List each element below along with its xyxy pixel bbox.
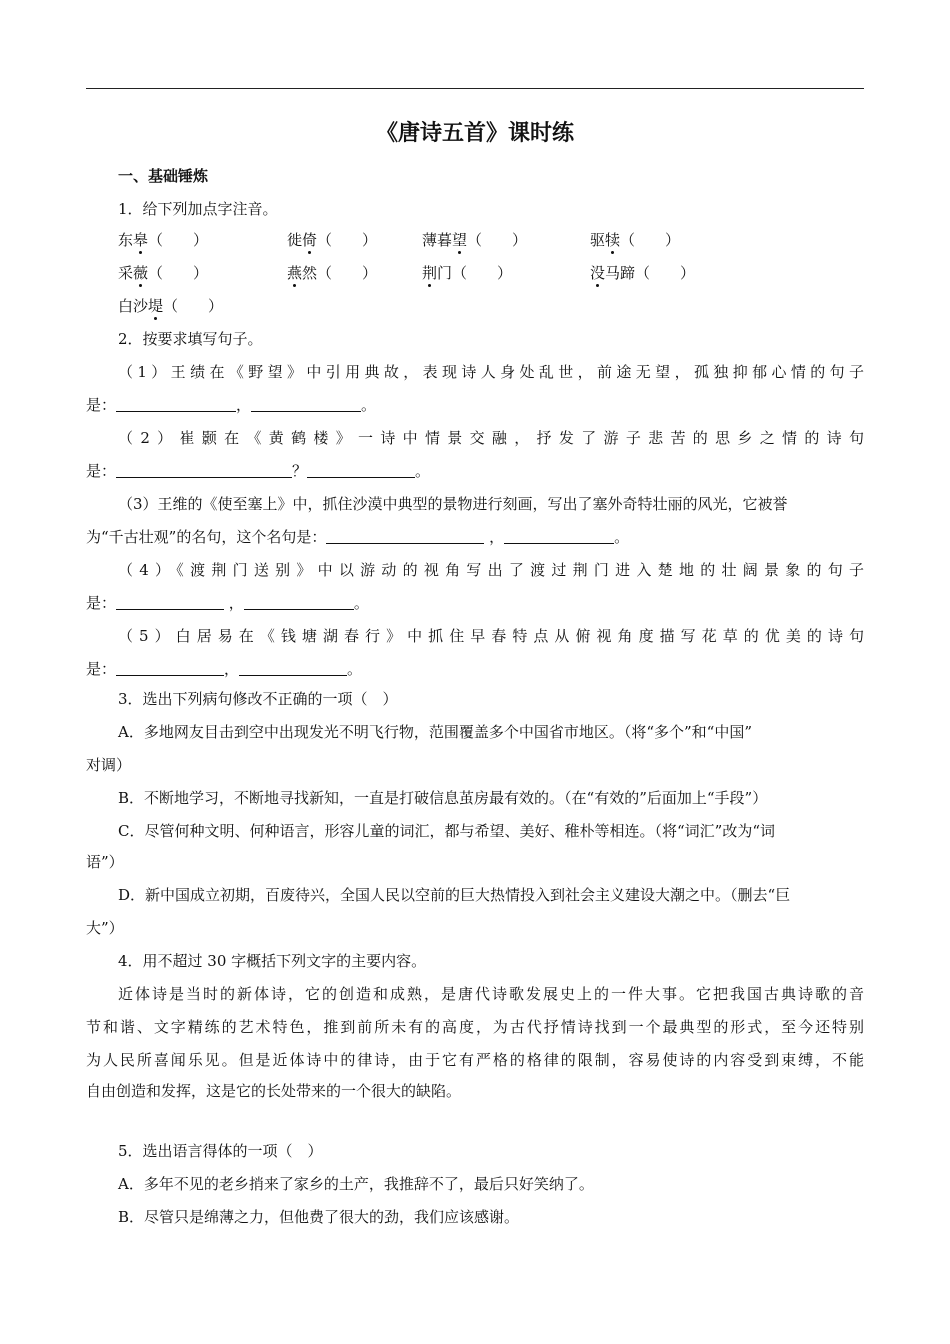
section-heading: 一、基础锤炼 <box>118 167 209 185</box>
q4-passage-line: 自由创造和发挥，这是它的长处带来的一个很大的缺陷。 <box>86 1082 462 1100</box>
q4-passage-line: 节和谐、文字精练的艺术特色，推到前所未有的高度，为古代抒情诗找到一个最典型的形式，至今还特别 <box>86 1018 864 1036</box>
answer-blank[interactable] <box>326 529 484 544</box>
page-title: 《唐诗五首》课时练 <box>375 120 574 146</box>
q2-sub3-text: （3）王维的《使至塞上》中，抓住沙漠中典型的景物进行刻画，写出了塞外奇特壮丽的风光，它被誉 <box>118 495 788 513</box>
answer-blank[interactable] <box>307 463 415 478</box>
pinyin-item: 驱犊（ ） <box>590 231 681 249</box>
q2-sub1-answer: 是： ， 。 <box>86 396 377 414</box>
q3-option-c: C．尽管何种文明、何种语言，形容儿童的词汇，都与希望、美好、稚朴等相连。（将“词汇”改为“词 <box>118 822 775 840</box>
answer-blank[interactable] <box>116 661 224 676</box>
q5-option-a: A．多年不见的老乡捎来了家乡的土产，我推辞不了，最后只好笑纳了。 <box>118 1175 594 1193</box>
q5-stem: 5．选出语言得体的一项（ ） <box>118 1142 323 1160</box>
q1-stem: 1．给下列加点字注音。 <box>118 200 278 218</box>
q5-option-b: B．尽管只是绵薄之力，但他费了很大的劲，我们应该感谢。 <box>118 1208 520 1226</box>
answer-blank[interactable] <box>504 529 614 544</box>
pinyin-item: 薄暮望（ ） <box>422 231 528 249</box>
answer-blank[interactable] <box>116 397 236 412</box>
q2-sub5-text: （5）白居易在《钱塘湖春行》中抓住早春特点从俯视角度描写花草的优美的诗句 <box>118 627 864 645</box>
pinyin-item: 采薇（ ） <box>118 264 209 282</box>
q3-option-d: D．新中国成立初期，百废待兴，全国人民以空前的巨大热情投入到社会主义建设大潮之中。（删去“巨 <box>118 886 791 904</box>
pinyin-item: 徙倚（ ） <box>287 231 378 249</box>
q2-sub5-answer: 是： ， 。 <box>86 660 363 678</box>
q3-option-d-cont: 大”） <box>86 919 124 937</box>
q2-sub3-answer: 为“千古壮观”的名句，这个名句是： ， 。 <box>86 528 630 546</box>
pinyin-item: 东皋（ ） <box>118 231 209 249</box>
q4-stem: 4．用不超过 30 字概括下列文字的主要内容。 <box>118 952 427 970</box>
pinyin-item: 白沙堤（ ） <box>118 297 224 315</box>
answer-blank[interactable] <box>239 661 347 676</box>
q2-sub2-text: （2）崔颢在《黄鹤楼》一诗中情景交融，抒发了游子悲苦的思乡之情的诗句 <box>118 429 864 447</box>
answer-blank[interactable] <box>116 463 292 478</box>
pinyin-item: 没马蹄（ ） <box>590 264 696 282</box>
q3-option-a: A．多地网友目击到空中出现发光不明飞行物，范围覆盖多个中国省市地区。（将“多个”和“中国” <box>118 723 753 741</box>
header-rule <box>86 88 864 89</box>
q3-option-c-cont: 语”） <box>86 853 124 871</box>
q2-sub4-text: （4）《渡荆门送别》中以游动的视角写出了渡过荆门进入楚地的壮阔景象的句子 <box>118 561 864 579</box>
q3-option-b: B．不断地学习，不断地寻找新知，一直是打破信息茧房最有效的。（在“有效的”后面加上“手段”） <box>118 789 768 807</box>
answer-blank[interactable] <box>244 595 354 610</box>
q4-passage-line: 为人民所喜闻乐见。但是近体诗中的律诗，由于它有严格的格律的限制，容易使诗的内容受到束缚，不能 <box>86 1051 864 1069</box>
q3-option-a-cont: 对调） <box>86 756 132 774</box>
q2-sub2-answer: 是： ？ 。 <box>86 462 431 480</box>
q2-stem: 2．按要求填写句子。 <box>118 330 263 348</box>
q2-sub4-answer: 是： ， 。 <box>86 594 369 612</box>
pinyin-item: 燕然（ ） <box>287 264 378 282</box>
q2-sub1-text: （1）王绩在《野望》中引用典故，表现诗人身处乱世，前途无望，孤独抑郁心情的句子 <box>118 363 864 381</box>
q3-stem: 3．选出下列病句修改不正确的一项（ ） <box>118 690 398 708</box>
pinyin-item: 荆门（ ） <box>422 264 513 282</box>
answer-blank[interactable] <box>116 595 224 610</box>
answer-blank[interactable] <box>251 397 361 412</box>
q4-passage-line: 近体诗是当时的新体诗，它的创造和成熟，是唐代诗歌发展史上的一件大事。它把我国古典诗歌的音 <box>118 985 864 1003</box>
